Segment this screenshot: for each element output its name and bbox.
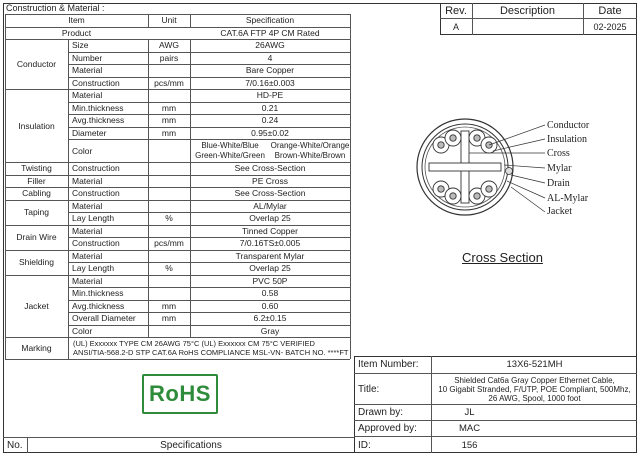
- group-cabling: Cabling: [22, 188, 51, 199]
- spec-table: [0, 0, 360, 360]
- id-value: 156: [461, 439, 478, 451]
- group-twisting: Twisting: [21, 163, 52, 174]
- row-unit: [148, 64, 190, 77]
- row-unit: AWG: [159, 40, 179, 51]
- cross-section-label-jacket: Jacket: [547, 206, 572, 217]
- row-unit: [148, 250, 190, 263]
- row-item-construction: Construction: [72, 188, 120, 199]
- table-title: Construction & Material :: [6, 3, 105, 13]
- group-shielding: Shielding: [19, 257, 54, 267]
- product-label: Product: [61, 27, 92, 38]
- row-spec: AL/Mylar: [253, 200, 287, 211]
- row-spec: 6.2±0.15: [253, 313, 287, 324]
- row-spec: 0.58: [261, 288, 279, 299]
- row-item-color: Color: [72, 325, 93, 336]
- title-label: Title:: [358, 383, 380, 395]
- row-unit: pcs/mm: [154, 77, 184, 88]
- marking-label: Marking: [21, 343, 52, 353]
- row-spec: Gray: [260, 325, 280, 336]
- item-number-value: 13X6-521MH: [506, 359, 563, 370]
- approved-by-value: MAC: [458, 423, 481, 434]
- row-spec: Bare Copper: [245, 65, 295, 76]
- row-unit: [148, 187, 190, 200]
- row-unit: [148, 139, 190, 162]
- row-item-material: Material: [72, 175, 103, 186]
- footer-no: No.: [7, 440, 23, 451]
- row-spec: See Cross-Section: [234, 188, 306, 199]
- cross-section-label-cross: Cross: [547, 148, 570, 159]
- row-unit: [148, 287, 190, 300]
- row-item-avg-thickness: Avg.thickness: [72, 300, 125, 311]
- row-spec: HD-PE: [256, 90, 284, 101]
- row-spec: 7/0.16±0.003: [245, 77, 295, 88]
- row-item-construction: Construction: [72, 163, 120, 174]
- drawn-by-value: JL: [464, 407, 475, 418]
- row-item-material: Material: [72, 250, 103, 261]
- row-unit: [148, 175, 190, 188]
- row-item-avg-thickness: Avg.thickness: [72, 115, 125, 126]
- row-spec: 0.95±0.02: [251, 127, 289, 138]
- row-unit: [148, 325, 190, 338]
- row-unit: pcs/mm: [154, 238, 184, 249]
- column-header-spec: Specification: [245, 15, 295, 26]
- footer-specifications: Specifications: [160, 440, 222, 451]
- row-spec: 0.24: [261, 115, 279, 126]
- group-insulation: Insulation: [18, 120, 55, 131]
- title-value: Shielded Cat6a Gray Copper Ethernet Cable, 10 Gigabit Stranded, F/UTP, POE Compliant, 500Mhz, 26 AWG, Spool, 1000 foot: [438, 376, 631, 403]
- description-value: [472, 19, 583, 35]
- row-item-lay-length: Lay Length: [72, 213, 115, 224]
- description-header: Description: [499, 4, 556, 17]
- row-item-material: Material: [72, 65, 103, 76]
- group-drain-wire: Drain Wire: [16, 232, 57, 242]
- row-unit: mm: [161, 313, 177, 324]
- row-spec: Overlap 25: [249, 263, 291, 274]
- row-unit: [148, 89, 190, 102]
- row-unit: [148, 275, 190, 288]
- row-item-lay-length: Lay Length: [72, 263, 115, 274]
- cross-section-label-conductor: Conductor: [547, 120, 590, 131]
- marking-line1: (UL) Exxxxxx TYPE CM 26AWG 75°C (UL) Exxxxxx CM 75°C VERIFIED: [73, 339, 315, 348]
- item-number-label: Item Number:: [358, 359, 419, 370]
- row-spec: 4: [267, 52, 273, 63]
- cross-section-label-drain: Drain: [547, 178, 570, 189]
- column-header-unit: Unit: [161, 15, 177, 26]
- row-unit: %: [165, 263, 173, 274]
- group-taping: Taping: [23, 207, 50, 217]
- date-value: 02-2025: [593, 22, 627, 32]
- row-spec: 0.60: [261, 300, 279, 311]
- row-item-material: Material: [72, 275, 103, 286]
- cross-section-diagram: [405, 95, 605, 235]
- id-label: ID:: [358, 439, 371, 451]
- pair-color: Green-White/Green: [195, 150, 265, 160]
- cross-section-label-insulation: Insulation: [547, 134, 587, 145]
- drain-wire: [506, 168, 513, 175]
- column-header-item: Item: [68, 15, 85, 26]
- row-spec: 7/0.16TS±0.005: [239, 238, 301, 249]
- row-spec: 26AWG: [255, 40, 285, 51]
- row-item-material: Material: [72, 200, 103, 211]
- row-unit: mm: [161, 127, 177, 138]
- row-item-material: Material: [72, 225, 103, 236]
- cross-section-label-mylar: Mylar: [547, 163, 572, 174]
- group-filler: Filler: [27, 175, 46, 186]
- pair-color: Orange-White/Orange: [270, 141, 350, 150]
- marking-line2: ANSI/TIA-568.2-D STP CAT.6A RoHS COMPLIANCE MSL-VN- BATCH NO. ****FT: [73, 348, 349, 357]
- row-item-construction: Construction: [72, 238, 120, 249]
- row-spec: See Cross-Section: [234, 163, 306, 174]
- row-item-size: Size: [72, 40, 89, 51]
- row-spec: PVC 50P: [252, 275, 288, 286]
- row-unit: mm: [161, 300, 177, 311]
- rev-value: A: [452, 22, 459, 32]
- product-value: CAT.6A FTP 4P CM Rated: [220, 27, 320, 38]
- pair-color: Brown-White/Brown: [274, 150, 346, 160]
- drawn-by-label: Drawn by:: [358, 407, 404, 418]
- pair-color: Blue-White/Blue: [201, 141, 259, 150]
- marking-text: [73, 339, 348, 357]
- row-item-min-thickness: Min.thickness: [72, 288, 124, 299]
- rohs-logo: [142, 374, 218, 414]
- row-item-color: Color: [72, 145, 93, 156]
- rev-header: Rev.: [445, 4, 467, 17]
- row-spec: Overlap 25: [249, 213, 291, 224]
- row-unit: mm: [161, 115, 177, 126]
- group-jacket: Jacket: [24, 300, 49, 311]
- row-unit: pairs: [159, 52, 179, 63]
- row-item-construction: Construction: [72, 77, 120, 88]
- row-item-overall-diameter: Overall Diameter: [72, 313, 136, 324]
- row-spec: Transparent Mylar: [235, 250, 305, 261]
- row-unit: %: [165, 213, 173, 224]
- row-spec: 0.21: [261, 102, 279, 113]
- group-conductor: Conductor: [16, 59, 57, 69]
- row-unit: mm: [161, 102, 177, 113]
- row-item-material: Material: [72, 90, 103, 101]
- date-header: Date: [598, 4, 622, 17]
- row-unit: [148, 200, 190, 213]
- pair-color-codes: [190, 141, 350, 160]
- row-item-min-thickness: Min.thickness: [72, 102, 124, 113]
- row-spec: PE Cross: [252, 175, 288, 186]
- cross-section-label-al-mylar: AL-Mylar: [547, 193, 589, 204]
- rohs-text: RoHS: [149, 381, 211, 406]
- row-item-number: Number: [72, 52, 103, 63]
- cross-section-title: Cross Section: [462, 250, 543, 265]
- approved-by-label: Approved by:: [358, 423, 417, 434]
- row-unit: [148, 225, 190, 238]
- row-spec: Tinned Copper: [242, 225, 298, 236]
- row-unit: [148, 162, 190, 175]
- row-item-diameter: Diameter: [72, 127, 107, 138]
